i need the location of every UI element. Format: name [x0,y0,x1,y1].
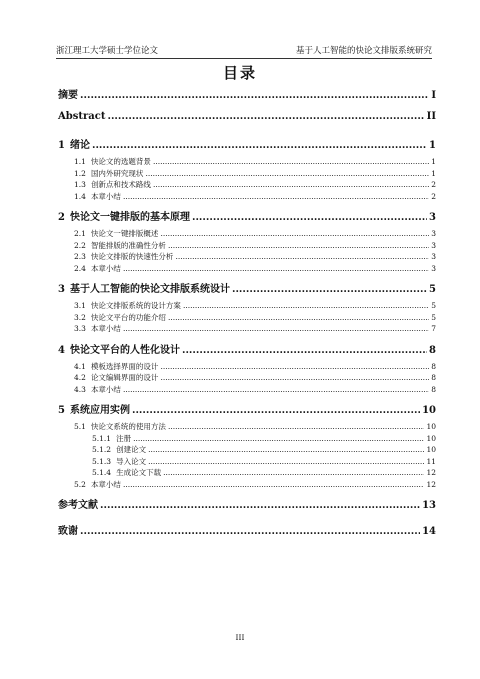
toc-leader [168,241,429,250]
toc-entry-text: 快论文一键排版概述 [90,229,159,238]
toc-entry-text: 快论文系统的使用方法 [90,422,166,431]
header-left: 浙江理工大学硕士学位论文 [56,46,159,56]
toc-entry[interactable] [58,401,436,416]
toc-entry-number: 4.2 [74,373,86,382]
toc-leader [80,526,420,537]
toc-entry-text: 致谢 [58,526,78,537]
toc-leader [92,140,427,151]
toc-entry-number: 3.3 [74,324,86,333]
toc-leader [133,434,424,443]
toc-page-number: 10 [426,433,436,443]
toc-entry-text: 本章小结 [90,324,121,333]
toc-page-number: 10 [426,445,436,454]
toc-leader [123,192,429,201]
toc-leader [192,212,427,223]
toc-entry-number: 5.1.4 [92,468,112,477]
toc-page-number: 10 [422,405,436,416]
toc-entry[interactable] [58,156,436,168]
toc-entry-number: 5.1.2 [92,445,112,454]
toc-leader [232,284,427,295]
toc-page-number: 14 [422,526,436,537]
toc-entry-number: 1.1 [74,157,86,166]
toc-entry-text: 系统应用实例 [69,405,130,416]
toc-entry[interactable] [58,240,436,252]
toc-leader [123,324,429,333]
toc-entry-number: 5 [58,405,65,416]
toc-entry[interactable] [58,384,436,396]
toc-leader [182,345,427,356]
toc-page-number: 8 [431,373,436,382]
toc-entry-text: 摘要 [58,90,78,101]
toc-entry-text: 快论文一键排版的基本原理 [69,212,190,223]
toc-leader [168,313,429,322]
page-header [56,40,432,59]
toc-page-number: 8 [431,361,436,371]
toc-entry-number: 4.1 [74,361,86,371]
toc-entry[interactable] [58,300,436,312]
toc-page-number: 8 [431,384,436,394]
toc-entry-text: 生成论文下载 [116,468,162,477]
toc-entry[interactable] [58,323,436,335]
toc-page-number: 12 [426,468,436,477]
toc-entry-text: 快论文的选题背景 [90,157,151,166]
toc-leader [168,422,425,431]
toc-entry-text: 智能排版的准确性分析 [90,240,166,250]
toc-page-number: 3 [429,212,436,223]
toc-entry-number: 5.2 [74,479,86,489]
header-right: 基于人工智能的快论文排版系统研究 [295,46,432,56]
toc-entry-number: 1 [58,140,65,151]
toc-page-number: 3 [431,252,436,261]
toc-page-number: 1 [431,168,436,178]
toc-page-number: 3 [431,263,436,273]
toc-entry-text: 基于人工智能的快论文排版系统设计 [69,284,230,295]
toc-leader [153,180,429,189]
toc-leader [153,157,429,166]
toc-entry-text: 注册 [116,433,132,443]
toc-entry[interactable] [58,228,436,240]
toc-leader [148,445,424,454]
toc-leader [100,500,420,511]
toc-entry-text: 国内外研究现状 [90,168,144,178]
toc-leader [160,229,429,238]
toc-entry[interactable] [58,522,436,537]
toc-entry[interactable] [58,479,436,491]
toc-entry[interactable] [58,496,436,511]
toc-page-number: 3 [431,240,436,250]
toc-page-number: 3 [431,229,436,238]
toc-leader [107,111,424,122]
toc-entry-number: 3.1 [74,301,86,310]
toc-entry[interactable] [58,251,436,263]
toc-entry[interactable] [58,312,436,324]
toc-leader [123,385,429,394]
toc-entry[interactable] [58,208,436,223]
toc-entry-text: 本章小结 [90,384,121,394]
toc-entry-number: 1.3 [74,180,86,189]
table-of-contents [58,86,436,537]
toc-leader [163,468,424,477]
toc-page-number: 5 [431,312,436,322]
toc-page-number: 1 [431,157,436,166]
toc-entry[interactable] [58,467,436,479]
toc-leader [145,169,429,178]
toc-page-number: 2 [431,180,436,189]
toc-entry-number: 2.4 [74,263,86,273]
toc-entry-text: 参考文献 [58,500,98,511]
toc-entry-text: 导入论文 [116,456,147,466]
toc-entry-number: 2.2 [74,240,86,250]
toc-leader [123,480,425,489]
toc-entry-number: 2.1 [74,229,86,238]
toc-entry-number: 2 [58,212,65,223]
toc-entry[interactable] [58,372,436,384]
toc-leader [123,264,429,273]
toc-page-number: II [426,111,436,122]
toc-leader [160,373,429,382]
toc-entry-text: 快论文平台的功能介绍 [90,312,166,322]
toc-page-number: 1 [429,140,436,151]
toc-entry[interactable] [58,361,436,373]
toc-entry-number: 3 [58,284,65,295]
toc-page-number: 13 [422,500,436,511]
toc-leader [183,301,429,310]
toc-entry-text: Abstract [58,111,106,122]
toc-page-number: I [431,90,436,101]
toc-entry-number: 4.3 [74,384,86,394]
toc-leader [175,252,429,261]
toc-entry[interactable] [58,86,436,101]
toc-entry[interactable] [58,341,436,356]
toc-page-number: 2 [431,191,436,201]
toc-leader [160,362,429,371]
toc-entry[interactable] [58,191,436,203]
toc-entry[interactable] [58,456,436,468]
toc-page-number: 7 [431,324,436,333]
toc-page-number: 12 [426,479,436,489]
toc-entry-text: 本章小结 [90,191,121,201]
toc-entry-number: 4 [58,344,65,356]
toc-entry[interactable] [58,263,436,275]
toc-page-number: 5 [429,284,436,295]
toc-entry[interactable] [58,179,436,191]
toc-entry-text: 创新点和技术路线 [90,180,151,189]
toc-entry-text: 创建论文 [116,445,147,454]
toc-entry-text: 快论文排版系统的设计方案 [90,301,181,310]
toc-leader [148,457,424,466]
toc-entry[interactable] [58,444,436,456]
page-number: III [235,633,245,642]
toc-entry[interactable] [58,433,436,445]
toc-entry-text: 本章小结 [90,263,121,273]
toc-page-number: 8 [429,344,436,356]
toc-entry[interactable] [58,136,436,151]
toc-entry-text: 论文编辑界面的设计 [90,373,159,382]
toc-entry[interactable] [58,421,436,433]
toc-entry-number: 2.3 [74,252,86,261]
toc-entry[interactable] [58,280,436,295]
toc-entry-text: 本章小结 [90,479,121,489]
toc-entry-text: 快论文排版的快速性分析 [90,252,174,261]
toc-page-number: 10 [426,422,436,431]
page-title: 目录 [222,64,257,82]
toc-entry-number: 5.1.3 [92,456,112,466]
toc-entry[interactable] [58,111,436,123]
toc-entry-text: 模板选择界面的设计 [90,361,159,371]
toc-entry[interactable] [58,168,436,180]
toc-entry-number: 1.2 [74,168,86,178]
toc-page-number: 11 [426,456,436,466]
toc-leader [80,90,429,101]
toc-entry-number: 1.4 [74,191,86,201]
toc-entry-number: 5.1.1 [92,433,112,443]
toc-entry-text: 快论文平台的人性化设计 [69,344,180,356]
toc-page-number: 5 [431,301,436,310]
toc-entry-text: 绪论 [69,140,90,151]
toc-entry-number: 5.1 [74,422,86,431]
toc-leader [132,405,420,416]
toc-entry-number: 3.2 [74,312,86,322]
